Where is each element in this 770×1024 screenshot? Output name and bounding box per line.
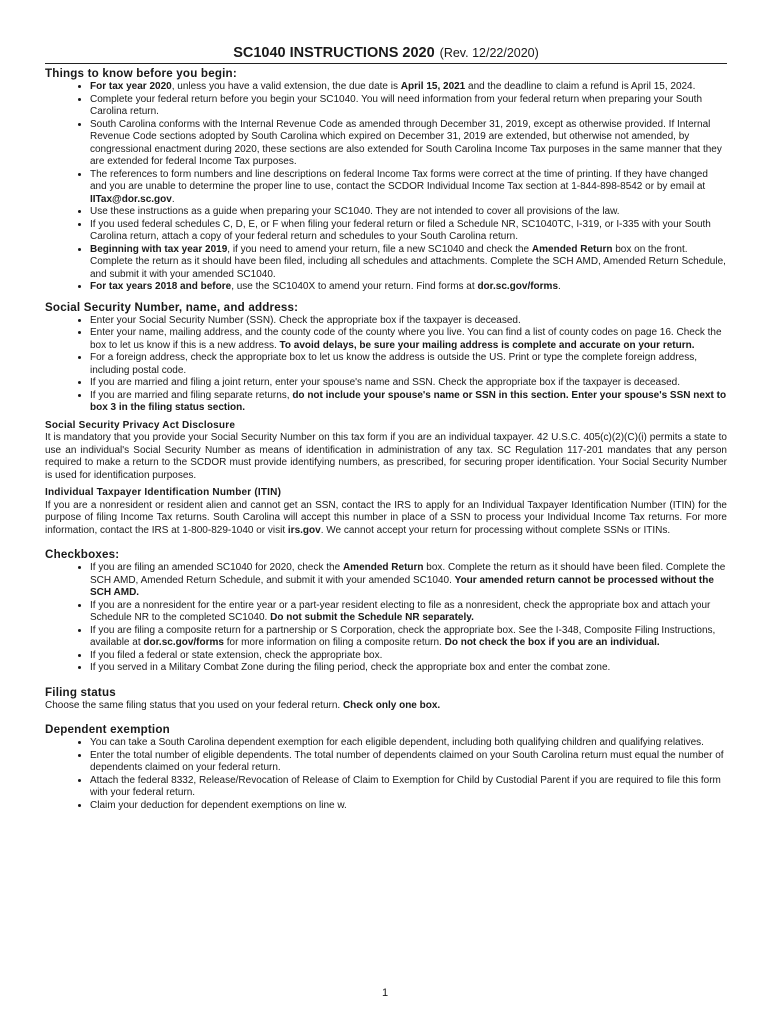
section-heading: Checkboxes:: [45, 548, 120, 561]
list-item: • For tax year 2020, unless you have a valid extension, the due date is April 15, 2021 and the deadline to claim a refund is April 15, 2024.: [90, 81, 727, 94]
revision-date: (Rev. 12/22/2020): [439, 46, 539, 60]
irs-link[interactable]: irs.gov: [287, 524, 321, 536]
section-filing-status: [45, 686, 727, 713]
section-heading: Filing status: [45, 685, 116, 699]
list-item: • Claim your deduction for dependent exemptions on line w.: [90, 800, 727, 813]
bold-phrase: Amended Return: [531, 243, 613, 255]
list-item: • If you served in a Military Combat Zone during the filing period, check the appropriate box and enter the combat zone.: [90, 662, 727, 675]
bullet-list: [45, 737, 727, 812]
list-item: • Enter the total number of eligible dependents. The total number of dependents claimed on your South Carolina return must equal the number of dependents claimed on your federal return.: [90, 750, 727, 775]
section-ssn: [45, 301, 727, 538]
bold-phrase: do not include your spouse's name or SSN in this section. Enter your spouse's SSN next to box 3 in the filing status section.: [90, 389, 727, 413]
document-header: [45, 44, 727, 61]
page-number: 1: [381, 987, 389, 999]
list-item: • You can take a South Carolina dependent exemption for each eligible dependent, including both qualifying children and qualifying relatives.: [90, 737, 727, 750]
bold-phrase: Your amended return cannot be processed without the SCH AMD.: [90, 574, 714, 598]
paragraph: It is mandatory that you provide your Social Security Number on this tax form if you are an individual taxpayer. 42 U.S.C. 405(c)(2)(C)(i) permits a state to use an individual's Social Security Number as means of identification in administration of any tax. SC Regulation 117-201 mandates that any person required to make a return to the SCDOR must provide identifying numbers, as prescribed, for securing proper identification. Your Social Security Number is used for identification purposes.: [45, 432, 727, 481]
bullet-list: [45, 562, 727, 675]
list-item: • South Carolina conforms with the Internal Revenue Code as amended through December 31, 2019, except as otherwise provided. If Internal Revenue Code sections adopted by South Carolina which expired on December 31, 2019 are extended, but otherwise not amended, by congressional enactment during 2020, these sections are also extended for South Carolina Income Tax purposes in the same manner that they are extended for federal Income Tax purposes.: [90, 119, 727, 169]
privacy-disclosure: [45, 420, 727, 483]
list-item: • Beginning with tax year 2019, if you need to amend your return, file a new SC1040 and check the Amended Return box on the front. Complete the return as it should have been filed, including all schedules and attachments. Complete the SCH AMD, Amended Return Schedule, and submit it with your amended SC1040.: [90, 244, 727, 282]
section-heading: Dependent exemption: [45, 723, 170, 736]
forms-link[interactable]: dor.sc.gov/forms: [477, 281, 559, 292]
list-item: • If you filed a federal or state extension, check the appropriate box.: [90, 650, 727, 663]
document-title: SC1040 INSTRUCTIONS 2020: [233, 45, 435, 61]
bullet-list: [45, 81, 727, 294]
itin-section: [45, 487, 727, 537]
list-item: • If you are a nonresident for the entire year or a part-year resident electing to file as a nonresident, check the appropriate box and attach your Schedule NR to the completed SC1040. Do not submit the Schedule NR separately.: [90, 600, 727, 625]
list-item: • Attach the federal 8332, Release/Revocation of Release of Claim to Exemption for Child by Custodial Parent if you are required to file this form with your federal return.: [90, 775, 727, 800]
paragraph: Choose the same filing status that you used on your federal return. Check only one box.: [45, 699, 441, 711]
section-dependent-exemption: [45, 723, 727, 812]
list-item: • Enter your name, mailing address, and the county code of the county where you live. You can find a list of county codes on page 16. Check the box to let us know if this is a new address. To avoid delays, be sure your mailing address is complete and accurate on your return.: [90, 327, 727, 352]
bold-phrase: For tax year 2020: [90, 81, 172, 92]
email-link[interactable]: IITax@dor.sc.gov: [90, 193, 172, 205]
bold-phrase: Beginning with tax year 2019: [90, 243, 228, 255]
list-item: • If you are married and filing a joint return, enter your spouse's name and SSN. Check the appropriate box if the taxpayer is deceased.: [90, 377, 727, 390]
bold-phrase: Do not submit the Schedule NR separately.: [270, 612, 474, 623]
paragraph: If you are a nonresident or resident alien and cannot get an SSN, contact the IRS to apply for an Individual Taxpayer Identification Number (ITIN) for the purpose of filing Income Tax returns. South Carolina will accept this number in place of a SSN to process your Individual Income Tax returns. For more information, contact the IRS at 1-800-829-1040 or visit irs.gov. We cannot accept your return for processing without complete SSNs or ITINs.: [45, 499, 727, 536]
list-item: • For tax years 2018 and before, use the SC1040X to amend your return. Find forms at dor.sc.gov/forms.: [90, 281, 727, 294]
bullet-list: [45, 315, 727, 415]
section-heading: Things to know before you begin:: [45, 67, 237, 80]
list-item: • If you used federal schedules C, D, E, or F when filing your federal return or filed a Schedule NR, SC1040TC, I-319, or I-335 with your South Carolina return, attach a copy of your federal return and schedules to your South Carolina return.: [90, 219, 727, 244]
forms-link[interactable]: dor.sc.gov/forms: [143, 637, 224, 648]
due-date: April 15, 2021: [400, 81, 466, 92]
list-item: • The references to form numbers and line descriptions on federal Income Tax forms were correct at the time of printing. If they have changed and you are unable to determine the proper line to use, contact the SCDOR Individual Income Tax section at 1-844-898-8542 or by email at IITax@dor.sc.gov.: [90, 169, 727, 207]
bold-phrase: To avoid delays, be sure your mailing address is complete and accurate on your return.: [279, 339, 695, 351]
section-things-to-know: [45, 67, 727, 294]
section-checkboxes: [45, 548, 727, 675]
list-item: • If you are married and filing separate returns, do not include your spouse's name or SSN in this section. Enter your spouse's SSN next to box 3 in the filing status section.: [90, 390, 727, 415]
list-item: • For a foreign address, check the appropriate box to let us know the address is outside the US. Print or type the complete foreign address, including postal code.: [90, 352, 727, 377]
section-heading: Social Security Number, name, and address:: [45, 300, 299, 314]
list-item: • Use these instructions as a guide when preparing your SC1040. They are not intended to cover all provisions of the law.: [90, 206, 727, 219]
list-item: • Enter your Social Security Number (SSN). Check the appropriate box if the taxpayer is deceased.: [90, 315, 727, 328]
bold-phrase: For tax years 2018 and before: [90, 281, 232, 292]
subsection-heading: Social Security Privacy Act Disclosure: [45, 419, 236, 431]
bold-phrase: Amended Return: [342, 562, 424, 573]
list-item: • If you are filing an amended SC1040 for 2020, check the Amended Return box. Complete the return as it should have been filed. Complete the SCH AMD, Amended Return Schedule, and submit it with your amended SC1040. Your amended return cannot be processed without the SCH AMD.: [90, 562, 727, 600]
list-item: • Complete your federal return before you begin your SC1040. You will need information from your federal return when preparing your South Carolina return.: [90, 94, 727, 119]
header-rule: [45, 63, 727, 64]
bold-phrase: Do not check the box if you are an individual.: [444, 637, 660, 648]
bold-phrase: Check only one box.: [342, 699, 441, 711]
subsection-heading: Individual Taxpayer Identification Number (ITIN): [45, 487, 282, 498]
list-item: • If you are filing a composite return for a partnership or S Corporation, check the appropriate box. See the I-348, Composite Filing Instructions, available at dor.sc.gov/forms for more information on filing a composite return. Do not check the box if you are an individual.: [90, 625, 727, 650]
